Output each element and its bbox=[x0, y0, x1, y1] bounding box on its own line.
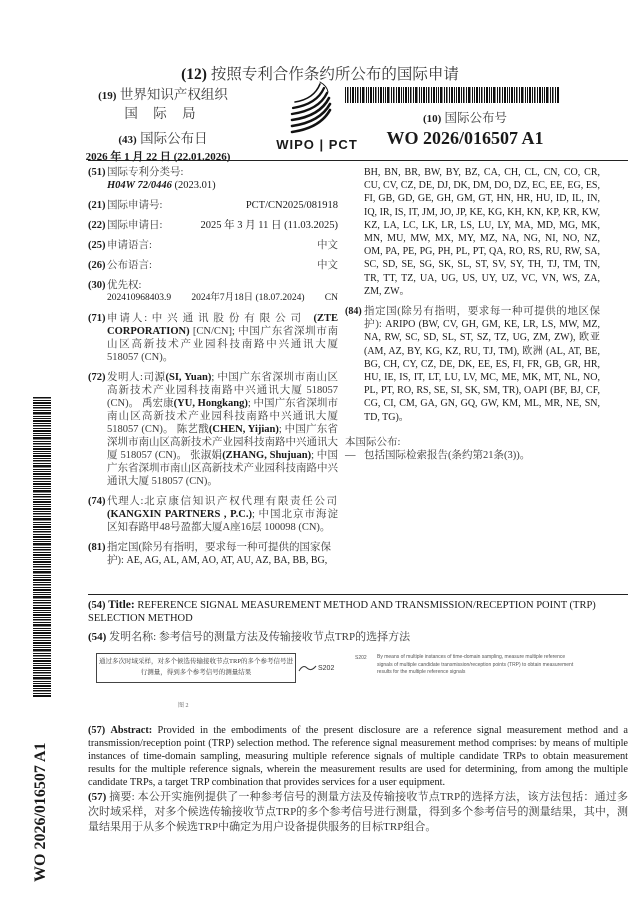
designated-national-countries: AE, AG, AL, AM, AO, AT, AU, AZ, BA, BB, BG, bbox=[126, 555, 328, 566]
publication-language-field bbox=[88, 259, 338, 272]
barcode-side bbox=[33, 397, 51, 697]
field-code: (72) bbox=[88, 372, 106, 383]
designated-national-label: 指定国(除另有指明，要求每一种可提供的国家保护): bbox=[107, 542, 331, 566]
inventor-name-cn: 张淑娟 bbox=[190, 450, 223, 461]
barcode-top bbox=[345, 87, 560, 103]
ipc-class: H04W 72/0446 bbox=[107, 180, 172, 191]
abstract-code: (57) bbox=[88, 791, 107, 803]
ipc-field bbox=[88, 166, 338, 192]
designated-regional-label: 指定国(除另有指明，要求每一种可提供的地区保护): bbox=[364, 306, 600, 331]
side-publication-number: WO 2026/016507 A1 bbox=[32, 742, 49, 882]
title-divider bbox=[88, 594, 628, 595]
agent-name-en: (KANGXIN PARTNERS , P.C.) bbox=[107, 509, 252, 520]
inventors-label: 发明人: bbox=[107, 372, 143, 383]
bibliographic-left-column bbox=[88, 166, 338, 574]
abstract-en-label: Abstract: bbox=[110, 725, 153, 736]
pub-date: 2026 年 1 月 22 日 (22.01.2026) bbox=[85, 151, 231, 163]
title-chinese bbox=[88, 628, 628, 644]
pub-no-label-line bbox=[370, 108, 560, 126]
app-no-value: PCT/CN2025/081918 bbox=[245, 200, 338, 211]
publication-note-item bbox=[345, 449, 600, 462]
inventor-address: ; 中国广东省深圳市南山区高新技术产业园科技南路中兴通讯大厦 518057 (CN)。 bbox=[107, 450, 339, 487]
ipc-label: 国际专利分类号: bbox=[107, 167, 184, 178]
figure-caption: 图 2 bbox=[178, 703, 189, 709]
inventor-name-en: (CHEN, Yijian) bbox=[208, 424, 279, 435]
publication-number-block bbox=[370, 108, 560, 149]
abstract-english bbox=[88, 724, 628, 789]
translation-step-label: S202 bbox=[355, 655, 367, 661]
filing-language-field bbox=[88, 239, 338, 252]
abstract-code: (57) bbox=[88, 725, 106, 736]
agent-address: ; 中国北京市海淀区知春路甲48号盈都大厦A座16层 100098 (CN)。 bbox=[107, 509, 338, 533]
pub-no-label: 国际公布号 bbox=[444, 111, 507, 125]
app-date-label: 国际申请日: bbox=[107, 220, 163, 231]
filing-lang-label: 申请语言: bbox=[107, 240, 152, 251]
abstract-en-text: Provided in the embodiments of the present disclosure are a reference signal measurement method and a transmission/reception point (TRP) selection method. The reference signal measurement method comprises: by means of multiple instances of time-domain sampling, measuring multiple reference signals of multiple candidate TRPs to obtain measurement results for the multiple reference signals, wherein the measurement results are used for determining, from among the multiple candidate TRPs, a target TRP combination that provides services for a user equipment. bbox=[88, 725, 628, 788]
agent-label: 代理人: bbox=[107, 496, 144, 507]
inventor-name-cn: 司源 bbox=[142, 372, 166, 383]
priority-field bbox=[88, 279, 338, 305]
pub-lang-value: 中文 bbox=[317, 260, 338, 271]
field-code: (26) bbox=[88, 260, 106, 271]
publication-number: WO 2026/016507 A1 bbox=[386, 128, 544, 148]
priority-country: CN bbox=[324, 293, 338, 303]
org-sub: 国 际 局 bbox=[124, 106, 202, 121]
field-code: (81) bbox=[88, 542, 106, 553]
abstract-chinese bbox=[88, 790, 628, 835]
field-code: (74) bbox=[88, 496, 106, 507]
app-date-value: 2025 年 3 月 11 日 (11.03.2025) bbox=[200, 220, 338, 231]
org-name: 世界知识产权组织 bbox=[119, 87, 228, 102]
flowchart-step-box: 通过多次时域采样，对多个候选传输接收节点TRP的多个参考信号进行测量，得到多个参考信号的测量结果 bbox=[96, 653, 296, 683]
bullet-dash: — bbox=[345, 450, 356, 462]
applicant-address: [CN/CN]; 中国广东省深圳市南山区高新技术产业园科技南路中兴通讯大厦 518057 (CN)。 bbox=[107, 326, 338, 363]
ipc-version: (2023.01) bbox=[171, 180, 216, 191]
figure-translation: By means of multiple instances of time-domain sampling, measure multiple reference signals of multiple candidate transmission/reception points (TRP) to obtain measurement results for the multiple reference signals bbox=[377, 654, 574, 675]
inventor-name-cn: 禹宏康 bbox=[141, 398, 174, 409]
field-code: (25) bbox=[88, 240, 106, 251]
applicant-name-cn: 中兴通讯股份有限公司 bbox=[151, 313, 314, 324]
leader-line-icon bbox=[298, 663, 318, 673]
field-code: (30) bbox=[88, 280, 106, 291]
title-en-text: REFERENCE SIGNAL MEASUREMENT METHOD AND TRANSMISSION/RECEPTION POINT (TRP) SELECTION METHOD bbox=[88, 600, 596, 624]
inventor-name-en: (YU, Hongkang) bbox=[173, 398, 248, 409]
applicant-field bbox=[88, 312, 338, 364]
field-code: (22) bbox=[88, 220, 106, 231]
field-code: (51) bbox=[88, 167, 106, 178]
title-en-label: Title: bbox=[108, 599, 135, 611]
app-no-label: 国际申请号: bbox=[107, 200, 163, 211]
title-code: (54) bbox=[88, 600, 106, 611]
designated-states-regional-field bbox=[345, 305, 600, 424]
field-code: (21) bbox=[88, 200, 106, 211]
priority-date: 2024年7月18日 (18.07.2024) bbox=[191, 293, 305, 303]
inventor-name-en: (SI, Yuan) bbox=[165, 372, 212, 383]
inventor-name-en: (ZHANG, Shujuan) bbox=[222, 450, 312, 461]
application-date-field bbox=[88, 219, 338, 232]
org-line bbox=[88, 86, 238, 105]
designated-regional-text: ARIPO (BW, CV, GH, GM, KE, LR, LS, MW, MZ, NA, RW, SC, SD, SL, ST, SZ, TZ, UG, ZM, ZW), 欧亚 (AM, AZ, BY, KG, KZ, RU, TJ, TM), 欧洲 (AL, AT, BE, BG, CH, CY, CZ, DE, DK, EE, ES, FI, FR, GB, GR, HR, HU, IE, IS, IT, LT, LU, LV, MC, ME, MK, MT, NL, NO, PL, PT, RO, RS, SE, SI, SK, SM, TR), OAPI (BF, BJ, CF, CG, CI, CM, GA, GN, GQ, GW, KM, ML, MR, NE, SN, TD, TG)。 bbox=[364, 319, 600, 423]
applicant-name-en: (ZTE CORPORATION) bbox=[107, 313, 339, 337]
inventor-name-cn: 陈艺戬 bbox=[176, 424, 209, 435]
priority-number: 202410968403.9 bbox=[107, 293, 172, 303]
pub-lang-label: 公布语言: bbox=[107, 260, 152, 271]
title-code: (54) bbox=[88, 631, 107, 643]
publication-note-heading: 本国际公布: bbox=[345, 436, 401, 448]
filing-lang-value: 中文 bbox=[317, 240, 338, 251]
pub-date-label-line bbox=[88, 130, 238, 149]
doc-type-code: (12) bbox=[181, 66, 207, 83]
wipo-pct-text: WIPO | PCT bbox=[276, 137, 358, 152]
pub-date-code: (43) bbox=[118, 134, 137, 146]
inventors-field bbox=[88, 371, 338, 488]
ipc-value bbox=[107, 179, 338, 192]
pub-no-code: (10) bbox=[423, 113, 442, 125]
inventor-address: ; 中国广东省深圳市南山区高新技术产业园科技南路中兴通讯大厦 518057 (CN)。 bbox=[107, 372, 339, 409]
org-code: (19) bbox=[98, 90, 117, 102]
title-cn-text: 参考信号的测量方法及传输接收节点TRP的选择方法 bbox=[158, 631, 411, 643]
abstract-cn-label: 摘要: bbox=[109, 791, 138, 803]
field-code: (84) bbox=[345, 306, 362, 318]
designated-national-countries-continued: BH, BN, BR, BW, BY, BZ, CA, CH, CL, CN, CO, CR, CU, CV, CZ, DE, DJ, DK, DM, DO, DZ, EC, EE, EG, ES, FI, GB, GD, GE, GH, GM, GT, HN, HR, HU, ID, IL, IN, IQ, IR, IS, IT, JM, JO, JP, KE, KG, KH, KN, KP, KR, KW, KZ, LA, LC, LK, LR, LS, LU, LY, MA, MD, MG, MK, MN, MU, MW, MX, MY, MZ, NA, NG, NI, NO, NZ, OM, PA, PE, PG, PH, PL, PT, QA, RO, RS, RU, RW, SA, SC, SD, SE, SG, SK, SL, ST, SV, SY, TH, TJ, TM, TN, TR, TT, TZ, UA, UG, US, UY, UZ, VC, VN, WS, ZA, ZM, ZW。 bbox=[364, 167, 600, 297]
abstract-cn-text: 本公开实施例提供了一种参考信号的测量方法及传输接收节点TRP的选择方法，该方法包括：通过多次时域采样，对多个候选传输接收节点TRP的多个参考信号进行测量，得到多个参考信号的测量结果，其中，测量结果用于从多个候选TRP中确定为用户设备提供服务的目标TRP组合。 bbox=[88, 791, 629, 833]
application-number-field bbox=[88, 199, 338, 212]
title-english bbox=[88, 599, 628, 625]
priority-row bbox=[107, 292, 338, 305]
flowchart-step-label: S202 bbox=[318, 665, 335, 672]
field-code: (71) bbox=[88, 313, 106, 324]
pub-date-label: 国际公布日 bbox=[140, 131, 208, 146]
publication-note bbox=[345, 436, 600, 462]
doc-type-text: 按照专利合作条约所公布的国际申请 bbox=[210, 66, 459, 83]
agent-name-cn: 北京康信知识产权代理有限责任公司 bbox=[143, 496, 338, 507]
header-divider bbox=[88, 160, 628, 161]
applicant-label: 申请人: bbox=[107, 313, 152, 324]
publication-note-text: 包括国际检索报告(条约第21条(3))。 bbox=[364, 450, 531, 462]
inventor-address: ; 中国广东省深圳市南山区高新技术产业园科技南路中兴通讯大厦 518057 (CN)。 bbox=[107, 424, 339, 461]
title-cn-label: 发明名称: bbox=[109, 631, 159, 643]
agent-field bbox=[88, 495, 338, 534]
issuing-office-block bbox=[85, 86, 238, 166]
bibliographic-right-column bbox=[345, 166, 600, 462]
priority-label: 优先权: bbox=[107, 280, 142, 291]
designated-states-national-field bbox=[88, 541, 338, 567]
inventor-address: ; 中国广东省深圳市南山区高新技术产业园科技南路中兴通讯大厦 518057 (CN)。 bbox=[107, 398, 338, 435]
